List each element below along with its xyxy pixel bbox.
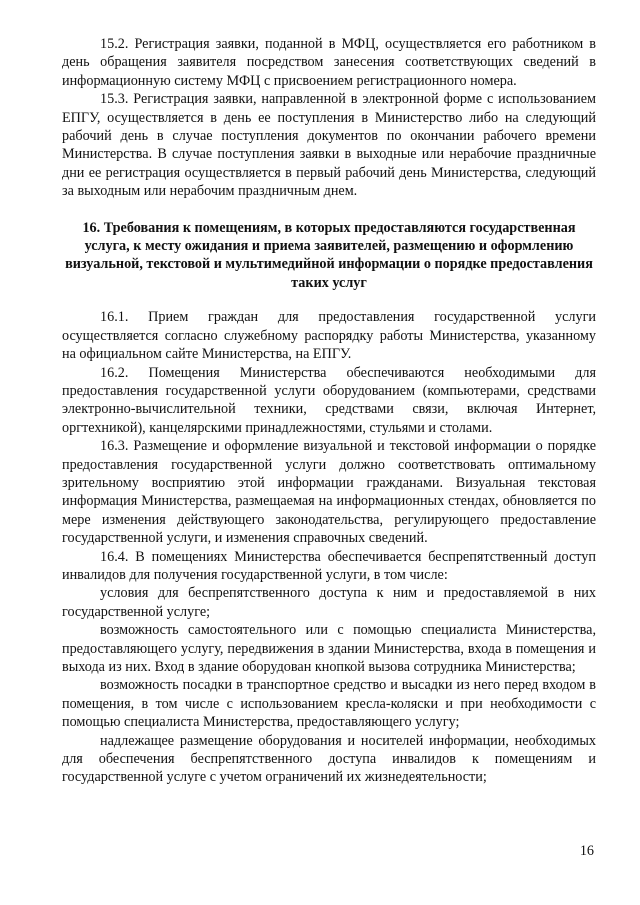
paragraph-15-2: 15.2. Регистрация заявки, поданной в МФЦ, осуществляется его работником в день обращения заявителя посредством занесения соответствующих сведений в информационную систему МФЦ с присвоением регистрационного номера. bbox=[62, 36, 596, 89]
list-item: условия для беспрепятственного доступа к ним и предоставляемой в них государственной услуге; bbox=[62, 585, 596, 620]
page-number: 16 bbox=[579, 843, 594, 859]
paragraph-16-2: 16.2. Помещения Министерства обеспечиваются необходимыми для предоставления государственной услуги оборудованием (компьютерами, средствами электронно-вычислительной техники, средствами связи, включая Интернет, оргтехникой), канцелярскими принадлежностями, стульями и столами. bbox=[62, 364, 596, 436]
paragraph-16-4: 16.4. В помещениях Министерства обеспечивается беспрепятственный доступ инвалидов для получения государственной услуги, в том числе: bbox=[62, 548, 596, 583]
paragraph-16-3: 16.3. Размещение и оформление визуальной и текстовой информации о порядке предоставления государственной услуги должно соответствовать оптимальному зрительному восприятию этой информации гражданами. Визуальная текстовая информация Министерства, размещаемая на информационных стендах, обновляется по мере изменения действующего законодательства, регулирующего предоставление государственной услуги, и изменения справочных сведений. bbox=[62, 438, 596, 547]
page-content bbox=[62, 35, 596, 787]
list-item: надлежащее размещение оборудования и носителей информации, необходимых для обеспечения беспрепятственного доступа инвалидов к помещениям и государственной услуге с учетом ограничений их жизнедеятельности; bbox=[62, 732, 596, 786]
list-item: возможность посадки в транспортное средство и высадки из него перед входом в помещения, в том числе с использованием кресла-коляски и при необходимости с помощью специалиста Министерства, предоставляющего услугу; bbox=[62, 677, 596, 731]
paragraph-16-1: 16.1. Прием граждан для предоставления государственной услуги осуществляется согласно служебному распорядку работы Министерства, указанному на официальном сайте Министерства, на ЕПГУ. bbox=[62, 309, 596, 363]
paragraph-15-3: 15.3. Регистрация заявки, направленной в электронной форме с использованием ЕПГУ, осуществляется в день ее поступления в Министерство либо на следующий рабочий день в случае поступления документов по окончании рабочего времени Министерства. В случае поступления заявки в выходные или нерабочие праздничные дни ее регистрация осуществляется в первый рабочий день Министерства, следующий за выходным или нерабочим праздничным днем. bbox=[62, 91, 596, 200]
section-16-heading: 16. Требования к помещениям, в которых предоставляются государственная услуга, к месту ожидания и приема заявителей, размещению и оформлению визуальной, текстовой и мультимедийной информации о порядке предоставления таких услуг bbox=[65, 219, 593, 291]
list-item: возможность самостоятельного или с помощью специалиста Министерства, предоставляющего услугу, передвижения в здании Министерства, входа в помещения и выхода из них. Вход в здание оборудован кнопкой вызова сотрудника Министерства; bbox=[62, 622, 596, 675]
